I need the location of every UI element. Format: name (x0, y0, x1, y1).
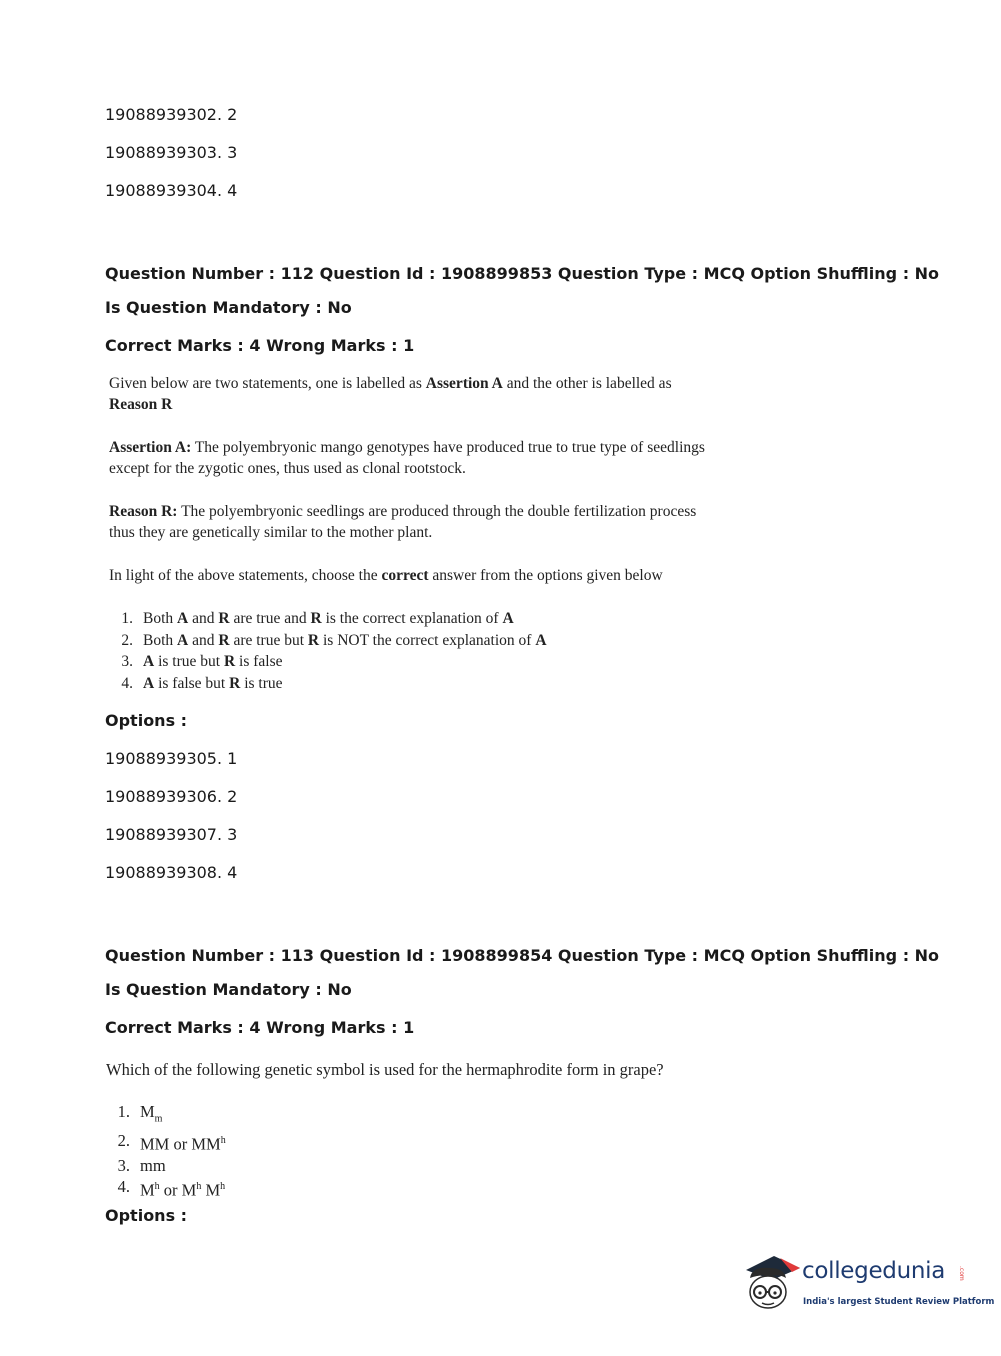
reason-statement: Reason R: The polyembryonic seedlings are produced through the double fertilization process thus they are genetically similar to the mother plant. (109, 503, 697, 541)
question-mandatory: Is Question Mandatory : No (105, 980, 352, 999)
question-header: Question Number : 112 Question Id : 1908899853 Question Type : MCQ Option Shuffling : No (105, 264, 940, 283)
brand-tagline: India's largest Student Review Platform (803, 1297, 995, 1307)
mascot-icon (740, 1248, 802, 1320)
answer-choice: 1. $M_m$ (117, 1102, 163, 1125)
answer-choices-list (106, 1101, 664, 1201)
question-marks: Correct Marks : 4 Wrong Marks : 1 (105, 1018, 415, 1037)
instruction-text: In light of the above statements, choose the correct answer from the options given below (109, 567, 663, 584)
options-label: Options : (105, 711, 188, 730)
answer-choice: 4. A is false but R is true (121, 674, 283, 692)
question-intro: Given below are two statements, one is labelled as Assertion A and the other is labelled as Reason R (109, 375, 672, 413)
option-line: 19088939302. 2 (105, 105, 238, 124)
assertion-statement: Assertion A: The polyembryonic mango genotypes have produced true to true type of seedlings except for the zygotic ones, thus used as clonal rootstock. (109, 439, 705, 477)
brand-dotcom: .com (958, 1266, 965, 1281)
option-line: 19088939304. 4 (105, 181, 238, 200)
question-text: Which of the following genetic symbol is used for the hermaphrodite form in grape? (106, 1060, 664, 1079)
answer-choice: 2. Both A and R are true but R is NOT the correct explanation of A (121, 631, 547, 649)
answer-choice: 2. MM or $MM^h$ (117, 1130, 226, 1154)
option-line: 19088939308. 4 (105, 863, 238, 882)
option-line: 19088939303. 3 (105, 143, 238, 162)
brand-name: collegedunia (802, 1258, 946, 1284)
options-label: Options : (105, 1206, 188, 1225)
collegedunia-logo (740, 1248, 995, 1320)
answer-choice: 3. mm (117, 1155, 166, 1175)
question-mandatory: Is Question Mandatory : No (105, 298, 352, 317)
answer-choice: 4. $M^h$ or $M^h$ $M^h$ (117, 1177, 226, 1200)
answer-choice: 1. Both A and R are true and R is the correct explanation of A (121, 610, 514, 627)
question-112-body (109, 373, 705, 694)
question-header: Question Number : 113 Question Id : 1908899854 Question Type : MCQ Option Shuffling : No (105, 946, 940, 965)
answer-choice: 3. A is true but R is false (121, 653, 283, 670)
option-line: 19088939307. 3 (105, 825, 238, 844)
option-line: 19088939305. 1 (105, 749, 238, 768)
question-marks: Correct Marks : 4 Wrong Marks : 1 (105, 336, 415, 355)
question-113-body (106, 1059, 664, 1201)
answer-choices-list (109, 608, 705, 694)
option-line: 19088939306. 2 (105, 787, 238, 806)
